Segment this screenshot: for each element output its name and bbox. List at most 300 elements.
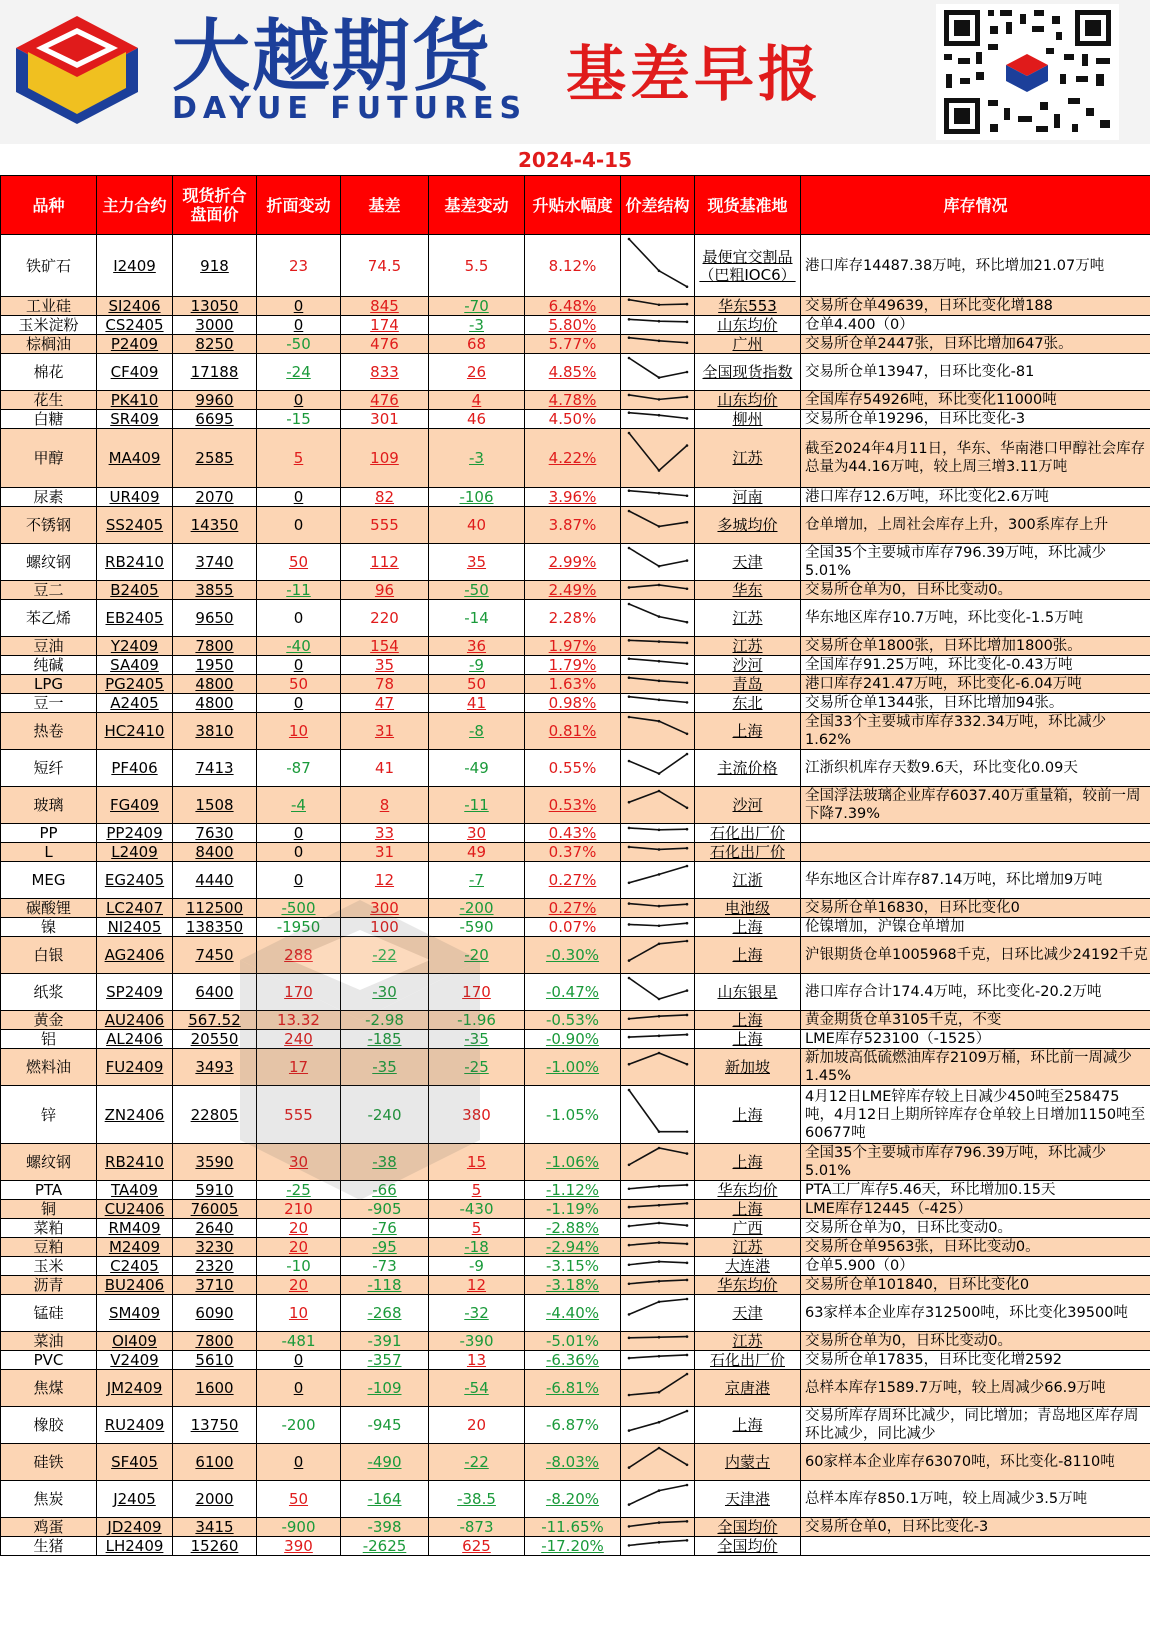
contract-cell bbox=[97, 918, 173, 937]
spot-location-cell bbox=[695, 974, 801, 1011]
spot-location-cell bbox=[695, 1200, 801, 1219]
premium-value: 3.96% bbox=[548, 488, 597, 506]
sparkline-point bbox=[658, 1015, 661, 1018]
inventory-cell bbox=[801, 410, 1150, 429]
premium-value: 2.49% bbox=[548, 581, 597, 599]
sparkline-point bbox=[658, 660, 661, 663]
spot-price-cell bbox=[173, 1181, 257, 1200]
basis-change-value: 46 bbox=[466, 410, 487, 428]
sparkline-point bbox=[686, 559, 689, 562]
spread-structure-sparkline bbox=[621, 429, 695, 487]
inventory-cell bbox=[801, 1030, 1150, 1049]
sparkline-point bbox=[628, 902, 631, 905]
sparkline-point bbox=[628, 716, 631, 719]
inventory-cell bbox=[801, 1200, 1150, 1219]
inventory-cell bbox=[801, 429, 1150, 488]
price-change-value: -87 bbox=[286, 759, 311, 777]
variety-value: LPG bbox=[33, 675, 64, 693]
variety-cell bbox=[1, 335, 97, 354]
contract-cell bbox=[97, 862, 173, 899]
variety-cell bbox=[1, 974, 97, 1011]
spot-location-cell bbox=[695, 1181, 801, 1200]
spot-location-value: 大连港 bbox=[724, 1257, 770, 1275]
contract-value: CF409 bbox=[110, 363, 159, 381]
contract-value: A2405 bbox=[110, 694, 159, 712]
basis-cell bbox=[341, 843, 429, 862]
variety-cell bbox=[1, 862, 97, 899]
price-change-cell bbox=[257, 1238, 341, 1257]
inventory-cell bbox=[801, 1276, 1150, 1295]
basis-value: 100 bbox=[370, 918, 399, 936]
spot-location-value: 全国均价 bbox=[717, 1518, 778, 1536]
variety-value: 豆二 bbox=[33, 581, 64, 599]
table-row bbox=[1, 637, 1150, 656]
spread-structure-sparkline bbox=[621, 1481, 695, 1517]
spread-structure-sparkline bbox=[621, 918, 695, 936]
sparkline-point bbox=[628, 977, 631, 980]
spot-location-value: 石化出厂价 bbox=[709, 824, 785, 842]
spot-location-cell bbox=[695, 1370, 801, 1407]
basis-value: 33 bbox=[374, 824, 395, 842]
spread-structure-sparkline bbox=[621, 862, 695, 898]
variety-value: 热卷 bbox=[33, 722, 64, 740]
basis-change-cell bbox=[429, 750, 525, 787]
premium-cell bbox=[525, 1407, 621, 1444]
basis-value: 845 bbox=[370, 297, 399, 315]
sparkline-point bbox=[628, 1313, 631, 1316]
variety-value: 短纤 bbox=[33, 759, 64, 777]
inventory-cell bbox=[801, 750, 1150, 787]
contract-cell bbox=[97, 1537, 173, 1556]
sparkline-point bbox=[628, 1503, 631, 1506]
basis-change-value: 4 bbox=[471, 391, 482, 409]
variety-value: PVC bbox=[33, 1351, 64, 1369]
variety-cell bbox=[1, 544, 97, 581]
basis-change-cell bbox=[429, 1238, 525, 1257]
basis-change-value: -106 bbox=[459, 488, 494, 506]
sparkline-point bbox=[628, 1544, 631, 1547]
basis-cell bbox=[341, 656, 429, 675]
basis-change-cell bbox=[429, 1351, 525, 1370]
premium-value: -5.01% bbox=[545, 1332, 600, 1350]
spot-price-cell bbox=[173, 862, 257, 899]
premium-value: -3.18% bbox=[545, 1276, 600, 1294]
contract-value: NI2405 bbox=[107, 918, 162, 936]
basis-cell bbox=[341, 391, 429, 410]
spread-structure-cell bbox=[621, 507, 695, 544]
premium-value: 0.55% bbox=[548, 759, 597, 777]
price-change-cell bbox=[257, 1332, 341, 1351]
spot-location-cell bbox=[695, 429, 801, 488]
contract-value: RM409 bbox=[108, 1219, 161, 1237]
premium-value: -8.20% bbox=[545, 1490, 600, 1508]
spread-structure-sparkline bbox=[621, 1086, 695, 1143]
table-row bbox=[1, 1030, 1150, 1049]
spread-structure-cell bbox=[621, 1276, 695, 1295]
inventory-value: 全国库存91.25万吨，环比变化-0.43万吨 bbox=[805, 657, 1073, 673]
inventory-cell bbox=[801, 1219, 1150, 1238]
premium-value: 8.12% bbox=[548, 256, 597, 275]
spot-location-cell bbox=[695, 937, 801, 974]
contract-cell bbox=[97, 1219, 173, 1238]
basis-value: -2.98 bbox=[365, 1011, 404, 1029]
sparkline-point bbox=[658, 924, 661, 927]
contract-cell bbox=[97, 1144, 173, 1181]
inventory-value: 全国35个主要城市库存796.39万吨，环比减少5.01% bbox=[805, 545, 1107, 579]
sparkline-point bbox=[686, 922, 689, 925]
premium-cell bbox=[525, 1200, 621, 1219]
variety-value: 花生 bbox=[33, 391, 64, 409]
table-row bbox=[1, 1257, 1150, 1276]
basis-cell bbox=[341, 1444, 429, 1481]
spread-structure-cell bbox=[621, 1219, 695, 1238]
inventory-cell bbox=[801, 899, 1150, 918]
spot-location-cell bbox=[695, 787, 801, 824]
sparkline-point bbox=[686, 341, 689, 344]
premium-value: 4.50% bbox=[548, 410, 597, 428]
price-change-value: -481 bbox=[281, 1332, 316, 1350]
premium-value: -1.05% bbox=[545, 1105, 600, 1124]
variety-value: 玉米 bbox=[33, 1257, 64, 1275]
spot-location-cell bbox=[695, 410, 801, 429]
basis-cell bbox=[341, 1030, 429, 1049]
basis-value: 174 bbox=[370, 316, 399, 334]
contract-cell bbox=[97, 1481, 173, 1518]
spread-structure-cell bbox=[621, 410, 695, 429]
spot-price-value: 4440 bbox=[195, 871, 234, 889]
spread-structure-cell bbox=[621, 1238, 695, 1257]
premium-value: -2.94% bbox=[545, 1238, 600, 1256]
sparkline-point bbox=[658, 1391, 661, 1394]
price-change-cell bbox=[257, 1407, 341, 1444]
table-row bbox=[1, 354, 1150, 391]
inventory-cell bbox=[801, 1181, 1150, 1200]
contract-value: LH2409 bbox=[105, 1537, 164, 1555]
inventory-value: PTA工厂库存5.46天，环比增加0.15天 bbox=[805, 1182, 1056, 1198]
premium-value: -6.81% bbox=[545, 1379, 600, 1397]
inventory-cell bbox=[801, 1407, 1150, 1444]
inventory-cell bbox=[801, 1257, 1150, 1276]
variety-value: 纸浆 bbox=[33, 983, 64, 1001]
column-header-variety: 品种 bbox=[1, 176, 97, 235]
basis-change-value: 12 bbox=[466, 1276, 487, 1294]
spread-structure-sparkline bbox=[621, 581, 695, 599]
inventory-value: 交易所仓单101840，日环比变化0 bbox=[805, 1277, 1030, 1293]
basis-change-value: -25 bbox=[464, 1058, 489, 1076]
spot-price-value: 3810 bbox=[195, 722, 234, 740]
spread-structure-cell bbox=[621, 1086, 695, 1144]
spot-location-value: 天津 bbox=[732, 1304, 763, 1322]
spread-structure-cell bbox=[621, 488, 695, 507]
variety-value: 菜油 bbox=[33, 1332, 64, 1350]
sparkline-point bbox=[628, 1357, 631, 1360]
spot-price-cell bbox=[173, 316, 257, 335]
spread-structure-cell bbox=[621, 1295, 695, 1332]
inventory-cell bbox=[801, 1537, 1150, 1556]
basis-change-value: -22 bbox=[464, 1453, 489, 1471]
premium-value: 3.87% bbox=[548, 516, 597, 534]
basis-change-value: -35 bbox=[464, 1030, 489, 1048]
sparkline-point bbox=[658, 492, 661, 495]
basis-value: -66 bbox=[372, 1181, 397, 1199]
basis-cell bbox=[341, 1481, 429, 1518]
premium-value: 0.43% bbox=[548, 824, 597, 842]
basis-cell bbox=[341, 918, 429, 937]
inventory-cell bbox=[801, 787, 1150, 824]
column-header-spot-price: 现货折合盘面价 bbox=[173, 176, 257, 235]
variety-cell bbox=[1, 316, 97, 335]
basis-cell bbox=[341, 507, 429, 544]
basis-change-cell bbox=[429, 1407, 525, 1444]
contract-value: P2409 bbox=[110, 335, 159, 353]
basis-change-value: -873 bbox=[459, 1518, 494, 1536]
contract-cell bbox=[97, 1351, 173, 1370]
basis-value: 555 bbox=[370, 516, 399, 534]
price-change-value: 5 bbox=[293, 449, 304, 467]
spot-price-cell bbox=[173, 918, 257, 937]
spread-structure-sparkline bbox=[621, 354, 695, 390]
inventory-cell bbox=[801, 694, 1150, 713]
sparkline-point bbox=[686, 1354, 689, 1357]
basis-change-cell bbox=[429, 410, 525, 429]
spread-structure-cell bbox=[621, 637, 695, 656]
price-change-cell bbox=[257, 1181, 341, 1200]
basis-cell bbox=[341, 544, 429, 581]
table-row bbox=[1, 429, 1150, 488]
price-change-value: 20 bbox=[288, 1219, 309, 1237]
sparkline-point bbox=[628, 1337, 631, 1340]
sparkline-point bbox=[658, 1241, 661, 1244]
dayue-logo-icon bbox=[14, 14, 140, 126]
inventory-cell bbox=[801, 1144, 1150, 1181]
price-change-value: -4 bbox=[291, 796, 306, 814]
table-row bbox=[1, 297, 1150, 316]
spread-structure-sparkline bbox=[621, 1144, 695, 1180]
price-change-value: -500 bbox=[281, 899, 316, 917]
inventory-value: 港口库存14487.38万吨，环比增加21.07万吨 bbox=[805, 257, 1105, 274]
contract-cell bbox=[97, 316, 173, 335]
basis-change-value: -7 bbox=[469, 871, 484, 889]
sparkline-point bbox=[658, 525, 661, 528]
spot-location-cell bbox=[695, 297, 801, 316]
basis-change-value: 380 bbox=[462, 1105, 491, 1124]
table-row bbox=[1, 335, 1150, 354]
spot-location-value: 青岛 bbox=[732, 675, 763, 693]
basis-change-cell bbox=[429, 429, 525, 488]
table-row bbox=[1, 713, 1150, 750]
sparkline-point bbox=[686, 828, 689, 831]
contract-cell bbox=[97, 694, 173, 713]
premium-value: 0.81% bbox=[548, 722, 597, 740]
spot-location-cell bbox=[695, 1276, 801, 1295]
spot-price-cell bbox=[173, 1351, 257, 1370]
sparkline-point bbox=[658, 1336, 661, 1339]
basis-cell bbox=[341, 974, 429, 1011]
spot-location-value: 广州 bbox=[732, 335, 763, 353]
sparkline-point bbox=[658, 1147, 661, 1150]
basis-value: -398 bbox=[367, 1518, 402, 1536]
column-header-premium: 升贴水幅度 bbox=[525, 176, 621, 235]
premium-value: -6.87% bbox=[545, 1416, 600, 1434]
inventory-value: 交易所仓单9563张，日环比变动0。 bbox=[805, 1239, 1040, 1255]
premium-value: -0.30% bbox=[545, 946, 600, 964]
price-change-cell bbox=[257, 335, 341, 354]
basis-value: 833 bbox=[370, 363, 399, 381]
sparkline-point bbox=[628, 1263, 631, 1266]
price-change-value: 240 bbox=[284, 1030, 313, 1048]
sparkline-point bbox=[686, 371, 689, 374]
premium-cell bbox=[525, 1295, 621, 1332]
variety-value: 铝 bbox=[40, 1030, 56, 1048]
basis-change-cell bbox=[429, 787, 525, 824]
price-change-cell bbox=[257, 1049, 341, 1086]
spread-structure-sparkline bbox=[621, 675, 695, 693]
spot-location-value: 江苏 bbox=[732, 637, 763, 655]
premium-value: 5.80% bbox=[548, 316, 597, 334]
spot-location-value: 天津港 bbox=[724, 1490, 770, 1508]
basis-change-cell bbox=[429, 1011, 525, 1030]
table-row bbox=[1, 1518, 1150, 1537]
sparkline-point bbox=[658, 414, 661, 417]
contract-value: RU2409 bbox=[104, 1416, 165, 1434]
spread-structure-cell bbox=[621, 1049, 695, 1086]
spot-price-cell bbox=[173, 429, 257, 488]
price-change-cell bbox=[257, 1086, 341, 1144]
spot-price-cell bbox=[173, 637, 257, 656]
variety-cell bbox=[1, 824, 97, 843]
sparkline-point bbox=[658, 303, 661, 306]
premium-value: -1.00% bbox=[545, 1058, 600, 1076]
basis-change-cell bbox=[429, 1219, 525, 1238]
basis-change-cell bbox=[429, 974, 525, 1011]
spot-price-value: 6100 bbox=[195, 1453, 234, 1471]
price-change-value: 30 bbox=[288, 1153, 309, 1171]
basis-value: -38 bbox=[372, 1153, 397, 1171]
price-change-cell bbox=[257, 410, 341, 429]
variety-cell bbox=[1, 1351, 97, 1370]
contract-cell bbox=[97, 507, 173, 544]
sparkline-point bbox=[658, 1521, 661, 1524]
sparkline-point bbox=[628, 1206, 631, 1209]
variety-cell bbox=[1, 488, 97, 507]
spot-location-value: 天津 bbox=[732, 553, 763, 571]
spread-structure-sparkline bbox=[621, 316, 695, 334]
spread-structure-cell bbox=[621, 918, 695, 937]
table-row bbox=[1, 974, 1150, 1011]
basis-change-cell bbox=[429, 713, 525, 750]
spread-structure-cell bbox=[621, 787, 695, 824]
premium-value: -4.40% bbox=[545, 1304, 600, 1322]
spot-location-value: 上海 bbox=[732, 1200, 763, 1218]
spread-structure-sparkline bbox=[621, 544, 695, 580]
variety-cell bbox=[1, 581, 97, 600]
premium-cell bbox=[525, 750, 621, 787]
spot-location-cell bbox=[695, 1537, 801, 1556]
sparkline-point bbox=[628, 827, 631, 830]
inventory-value: 交易所仓单19296，日环比变化-3 bbox=[805, 411, 1026, 427]
spot-location-cell bbox=[695, 335, 801, 354]
sparkline-point bbox=[658, 1541, 661, 1544]
basis-change-value: -70 bbox=[464, 297, 489, 315]
inventory-value: 交易所仓单为0，日环比变动0。 bbox=[805, 1220, 1012, 1236]
price-change-value: 0 bbox=[293, 843, 304, 861]
price-change-cell bbox=[257, 488, 341, 507]
inventory-cell bbox=[801, 581, 1150, 600]
spread-structure-cell bbox=[621, 297, 695, 316]
basis-value: -490 bbox=[367, 1453, 402, 1471]
inventory-value: 全国库存54926吨，环比变化11000吨 bbox=[805, 392, 1057, 408]
contract-value: SM409 bbox=[108, 1304, 161, 1322]
table-row bbox=[1, 862, 1150, 899]
spot-price-value: 6090 bbox=[195, 1304, 234, 1322]
premium-value: 0.53% bbox=[548, 796, 597, 814]
basis-value: -22 bbox=[372, 946, 397, 964]
basis-cell bbox=[341, 410, 429, 429]
sparkline-point bbox=[686, 1202, 689, 1205]
basis-change-value: 5 bbox=[471, 1181, 482, 1199]
basis-change-value: -590 bbox=[459, 918, 494, 936]
spread-structure-cell bbox=[621, 899, 695, 918]
spot-location-cell bbox=[695, 675, 801, 694]
premium-cell bbox=[525, 1332, 621, 1351]
sparkline-path bbox=[629, 1485, 687, 1505]
inventory-cell bbox=[801, 843, 1150, 862]
premium-value: 5.77% bbox=[548, 335, 597, 353]
variety-value: 豆一 bbox=[33, 694, 64, 712]
contract-cell bbox=[97, 335, 173, 354]
spot-price-value: 76005 bbox=[190, 1200, 239, 1218]
inventory-value: 交易所仓单16830，日环比变化0 bbox=[805, 900, 1020, 916]
premium-cell bbox=[525, 1049, 621, 1086]
brand-name-cn: 大越期货 bbox=[172, 12, 493, 102]
basis-value: 12 bbox=[374, 871, 395, 889]
premium-value: 4.78% bbox=[548, 391, 597, 409]
spot-price-cell bbox=[173, 354, 257, 391]
inventory-value: 截至2024年4月11日，华东、华南港口甲醇社会库存总量为44.16万吨，较上周三增3.11万吨 bbox=[805, 441, 1146, 475]
spot-location-value: 电池级 bbox=[724, 899, 770, 917]
spread-structure-sparkline bbox=[621, 1011, 695, 1029]
variety-cell bbox=[1, 1219, 97, 1238]
variety-value: 白糖 bbox=[33, 410, 64, 428]
variety-cell bbox=[1, 1276, 97, 1295]
spread-structure-cell bbox=[621, 694, 695, 713]
premium-cell bbox=[525, 391, 621, 410]
spot-price-cell bbox=[173, 1407, 257, 1444]
contract-cell bbox=[97, 824, 173, 843]
spot-location-value: 华东553 bbox=[718, 297, 777, 315]
spot-price-cell bbox=[173, 899, 257, 918]
spot-price-value: 2070 bbox=[195, 488, 234, 506]
price-change-value: 0 bbox=[293, 488, 304, 506]
table-row bbox=[1, 899, 1150, 918]
variety-cell bbox=[1, 918, 97, 937]
basis-change-cell bbox=[429, 675, 525, 694]
spot-location-value: 华东均价 bbox=[717, 1181, 778, 1199]
spot-price-cell bbox=[173, 1332, 257, 1351]
basis-cell bbox=[341, 1537, 429, 1556]
variety-cell bbox=[1, 1200, 97, 1219]
basis-cell bbox=[341, 1011, 429, 1030]
sparkline-point bbox=[628, 1187, 631, 1190]
contract-value: C2405 bbox=[110, 1257, 159, 1275]
basis-change-value: -3 bbox=[469, 449, 484, 467]
sparkline-point bbox=[686, 1130, 689, 1133]
spot-location-value: 山东均价 bbox=[717, 391, 778, 409]
spot-price-cell bbox=[173, 1219, 257, 1238]
premium-value: -3.15% bbox=[545, 1257, 600, 1275]
spot-location-cell bbox=[695, 1144, 801, 1181]
basis-value: -35 bbox=[372, 1058, 397, 1076]
